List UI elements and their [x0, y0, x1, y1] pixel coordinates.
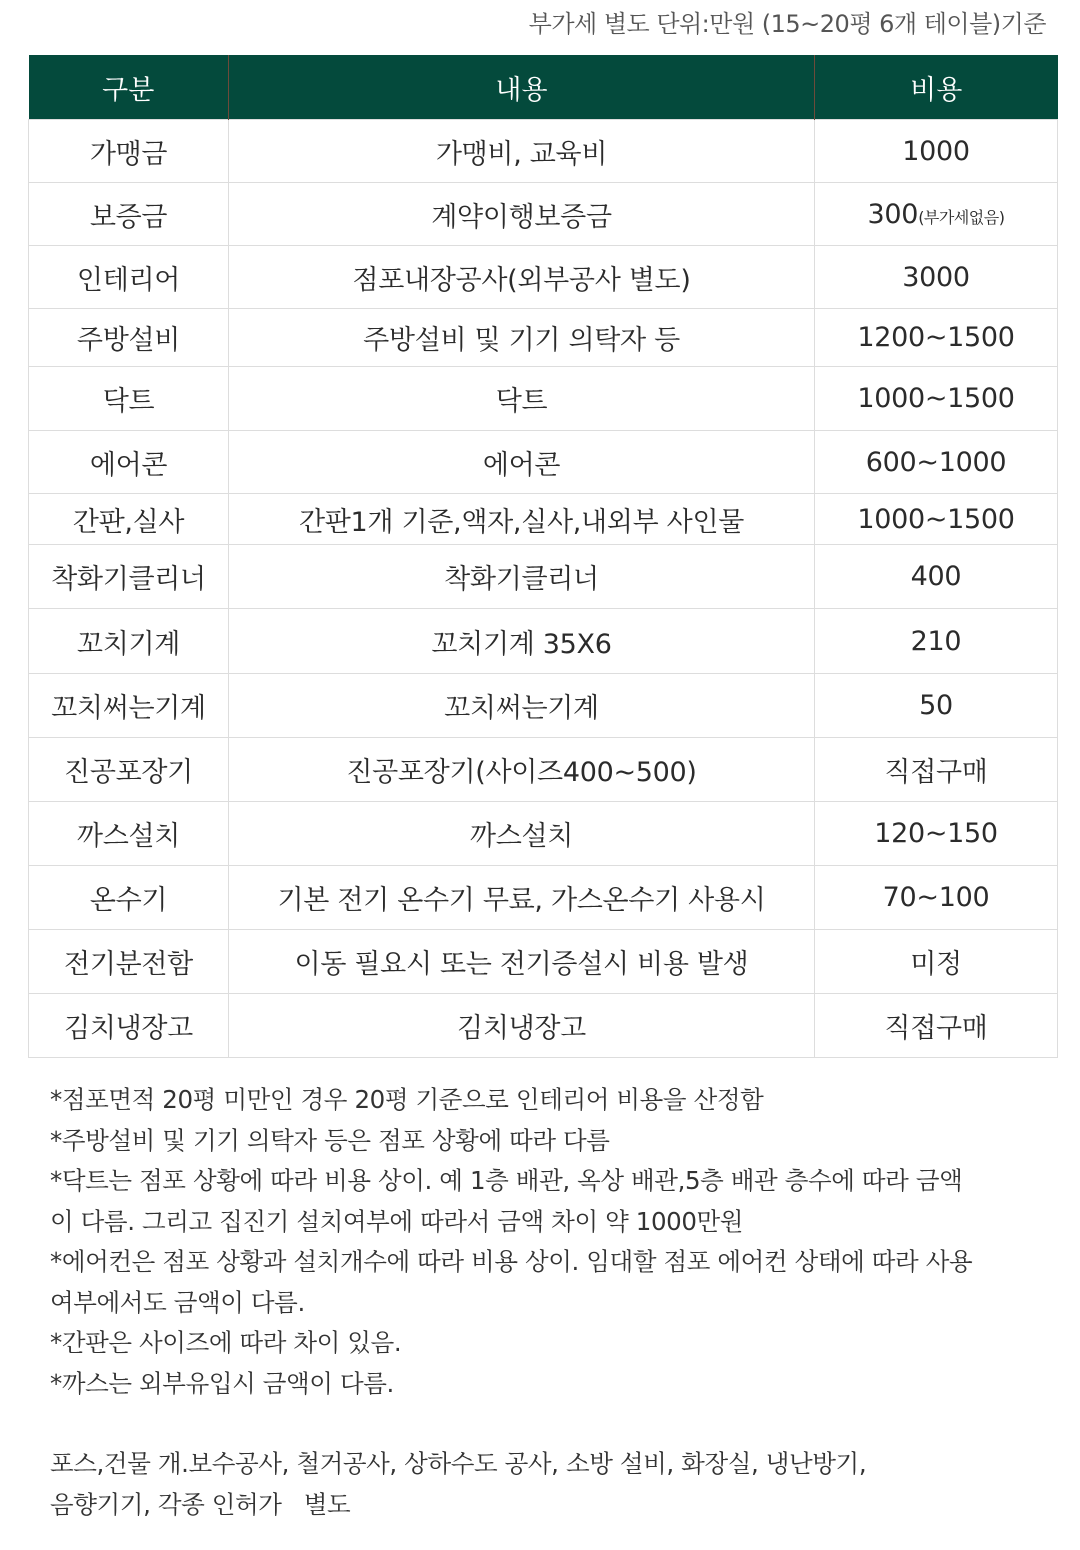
cell-cost [815, 866, 1058, 930]
table-row [29, 120, 1058, 183]
note-line: 이 다름. 그리고 집진기 설치여부에 따라서 금액 차이 약 1000만원 [50, 1206, 744, 1236]
cell-content: 주방설비 및 기기 의탁자 등 [229, 309, 815, 367]
table-row [29, 930, 1058, 994]
cost-value: 210 [910, 625, 962, 657]
cost-value: 3000 [902, 261, 970, 293]
notes-section [50, 1080, 1050, 1525]
cost-value: 70~100 [882, 882, 990, 913]
cell-category: 김치냉장고 [29, 994, 229, 1058]
cell-content: 착화기클리너 [229, 545, 815, 609]
cost-value: 직접구매 [884, 1013, 988, 1044]
cell-category: 온수기 [29, 866, 229, 930]
cell-content: 가맹비, 교육비 [229, 120, 815, 183]
table-row [29, 246, 1058, 309]
cell-cost [815, 802, 1058, 866]
cell-category: 전기분전함 [29, 930, 229, 994]
cell-content: 꼬치기계 35X6 [229, 609, 815, 674]
note-line: *간판은 사이즈에 따라 차이 있음. [50, 1328, 402, 1357]
table-header-row [29, 55, 1058, 120]
table-row [29, 738, 1058, 802]
cell-content: 꼬치써는기계 [229, 674, 815, 738]
header-category: 구분 [29, 55, 229, 120]
unit-note: 부가세 별도 단위:만원 (15~20평 6개 테이블)기준 [528, 10, 1046, 38]
table-row [29, 494, 1058, 545]
cell-cost [815, 609, 1058, 674]
note-line: *주방설비 및 기기 의탁자 등은 점포 상황에 따라 다름 [50, 1125, 610, 1155]
cost-table-container [28, 55, 1057, 1058]
cost-value: 50 [919, 690, 953, 721]
cell-category: 주방설비 [29, 309, 229, 367]
table-row [29, 994, 1058, 1058]
header-cost: 비용 [815, 55, 1058, 120]
cost-value: 1000~1500 [857, 503, 1015, 535]
cell-cost [815, 494, 1058, 545]
cost-value: 1200~1500 [857, 322, 1015, 353]
cell-content: 진공포장기(사이즈400~500) [229, 738, 815, 802]
cell-cost [815, 367, 1058, 431]
cell-content: 점포내장공사(외부공사 별도) [229, 246, 815, 309]
cell-category: 진공포장기 [29, 738, 229, 802]
table-row [29, 431, 1058, 494]
cell-cost [815, 431, 1058, 494]
table-row [29, 609, 1058, 674]
cell-category: 꼬치기계 [29, 609, 229, 674]
cell-content: 기본 전기 온수기 무료, 가스온수기 사용시 [229, 866, 815, 930]
cost-note: (부가세없음) [918, 207, 1005, 227]
cell-category: 닥트 [29, 367, 229, 431]
table-row [29, 866, 1058, 930]
cost-value: 미정 [910, 949, 962, 980]
cell-category: 꼬치써는기계 [29, 674, 229, 738]
cell-content: 이동 필요시 또는 전기증설시 비용 발생 [229, 930, 815, 994]
extra-notes [50, 1444, 1050, 1525]
cell-content: 까스설치 [229, 802, 815, 866]
cell-content: 에어콘 [229, 431, 815, 494]
cost-value: 1000 [902, 135, 970, 167]
cell-category: 에어콘 [29, 431, 229, 494]
note-line: *점포면적 20평 미만인 경우 20평 기준으로 인테리어 비용을 산정함 [50, 1085, 764, 1114]
cell-category: 간판,실사 [29, 494, 229, 545]
cost-value: 400 [910, 561, 962, 592]
note-line: 여부에서도 금액이 다름. [50, 1287, 305, 1317]
cell-cost [815, 738, 1058, 802]
note-line: *닥트는 점포 상황에 따라 비용 상이. 예 1층 배관, 옥상 배관,5층 배관 층수에 따라 금액 [50, 1166, 963, 1195]
cell-cost [815, 545, 1058, 609]
cell-category: 까스설치 [29, 802, 229, 866]
cell-category: 보증금 [29, 183, 229, 246]
table-row [29, 802, 1058, 866]
cost-value: 600~1000 [865, 446, 1007, 478]
table-row [29, 367, 1058, 431]
cost-table [28, 55, 1058, 1058]
table-row [29, 309, 1058, 367]
table-row [29, 674, 1058, 738]
cell-cost [815, 674, 1058, 738]
cost-value: 300 [867, 198, 919, 230]
extra-note-line: 포스,건물 개.보수공사, 철거공사, 상하수도 공사, 소방 설비, 화장실, 냉난방기, [50, 1449, 867, 1478]
cell-cost [815, 930, 1058, 994]
cost-value: 120~150 [874, 818, 998, 849]
note-line: *에어컨은 점포 상황과 설치개수에 따라 비용 상이. 임대할 점포 에어컨 상태에 따라 사용 [50, 1247, 973, 1276]
cell-content: 닥트 [229, 367, 815, 431]
cell-category: 착화기클리너 [29, 545, 229, 609]
cell-category: 가맹금 [29, 120, 229, 183]
cost-value: 1000~1500 [857, 383, 1015, 414]
cell-cost [815, 309, 1058, 367]
cell-category: 인테리어 [29, 246, 229, 309]
cell-cost [815, 994, 1058, 1058]
extra-note-line: 음향기기, 각종 인허가 별도 [50, 1489, 351, 1519]
cell-cost [815, 183, 1058, 246]
cell-cost [815, 120, 1058, 183]
table-row [29, 545, 1058, 609]
cell-content: 계약이행보증금 [229, 183, 815, 246]
cell-content: 김치냉장고 [229, 994, 815, 1058]
cell-content: 간판1개 기준,액자,실사,내외부 사인물 [229, 494, 815, 545]
cost-value: 직접구매 [884, 757, 988, 788]
table-row [29, 183, 1058, 246]
notes-list [50, 1080, 1050, 1404]
cell-cost [815, 246, 1058, 309]
header-content: 내용 [229, 55, 815, 120]
note-line: *까스는 외부유입시 금액이 다름. [50, 1368, 394, 1398]
